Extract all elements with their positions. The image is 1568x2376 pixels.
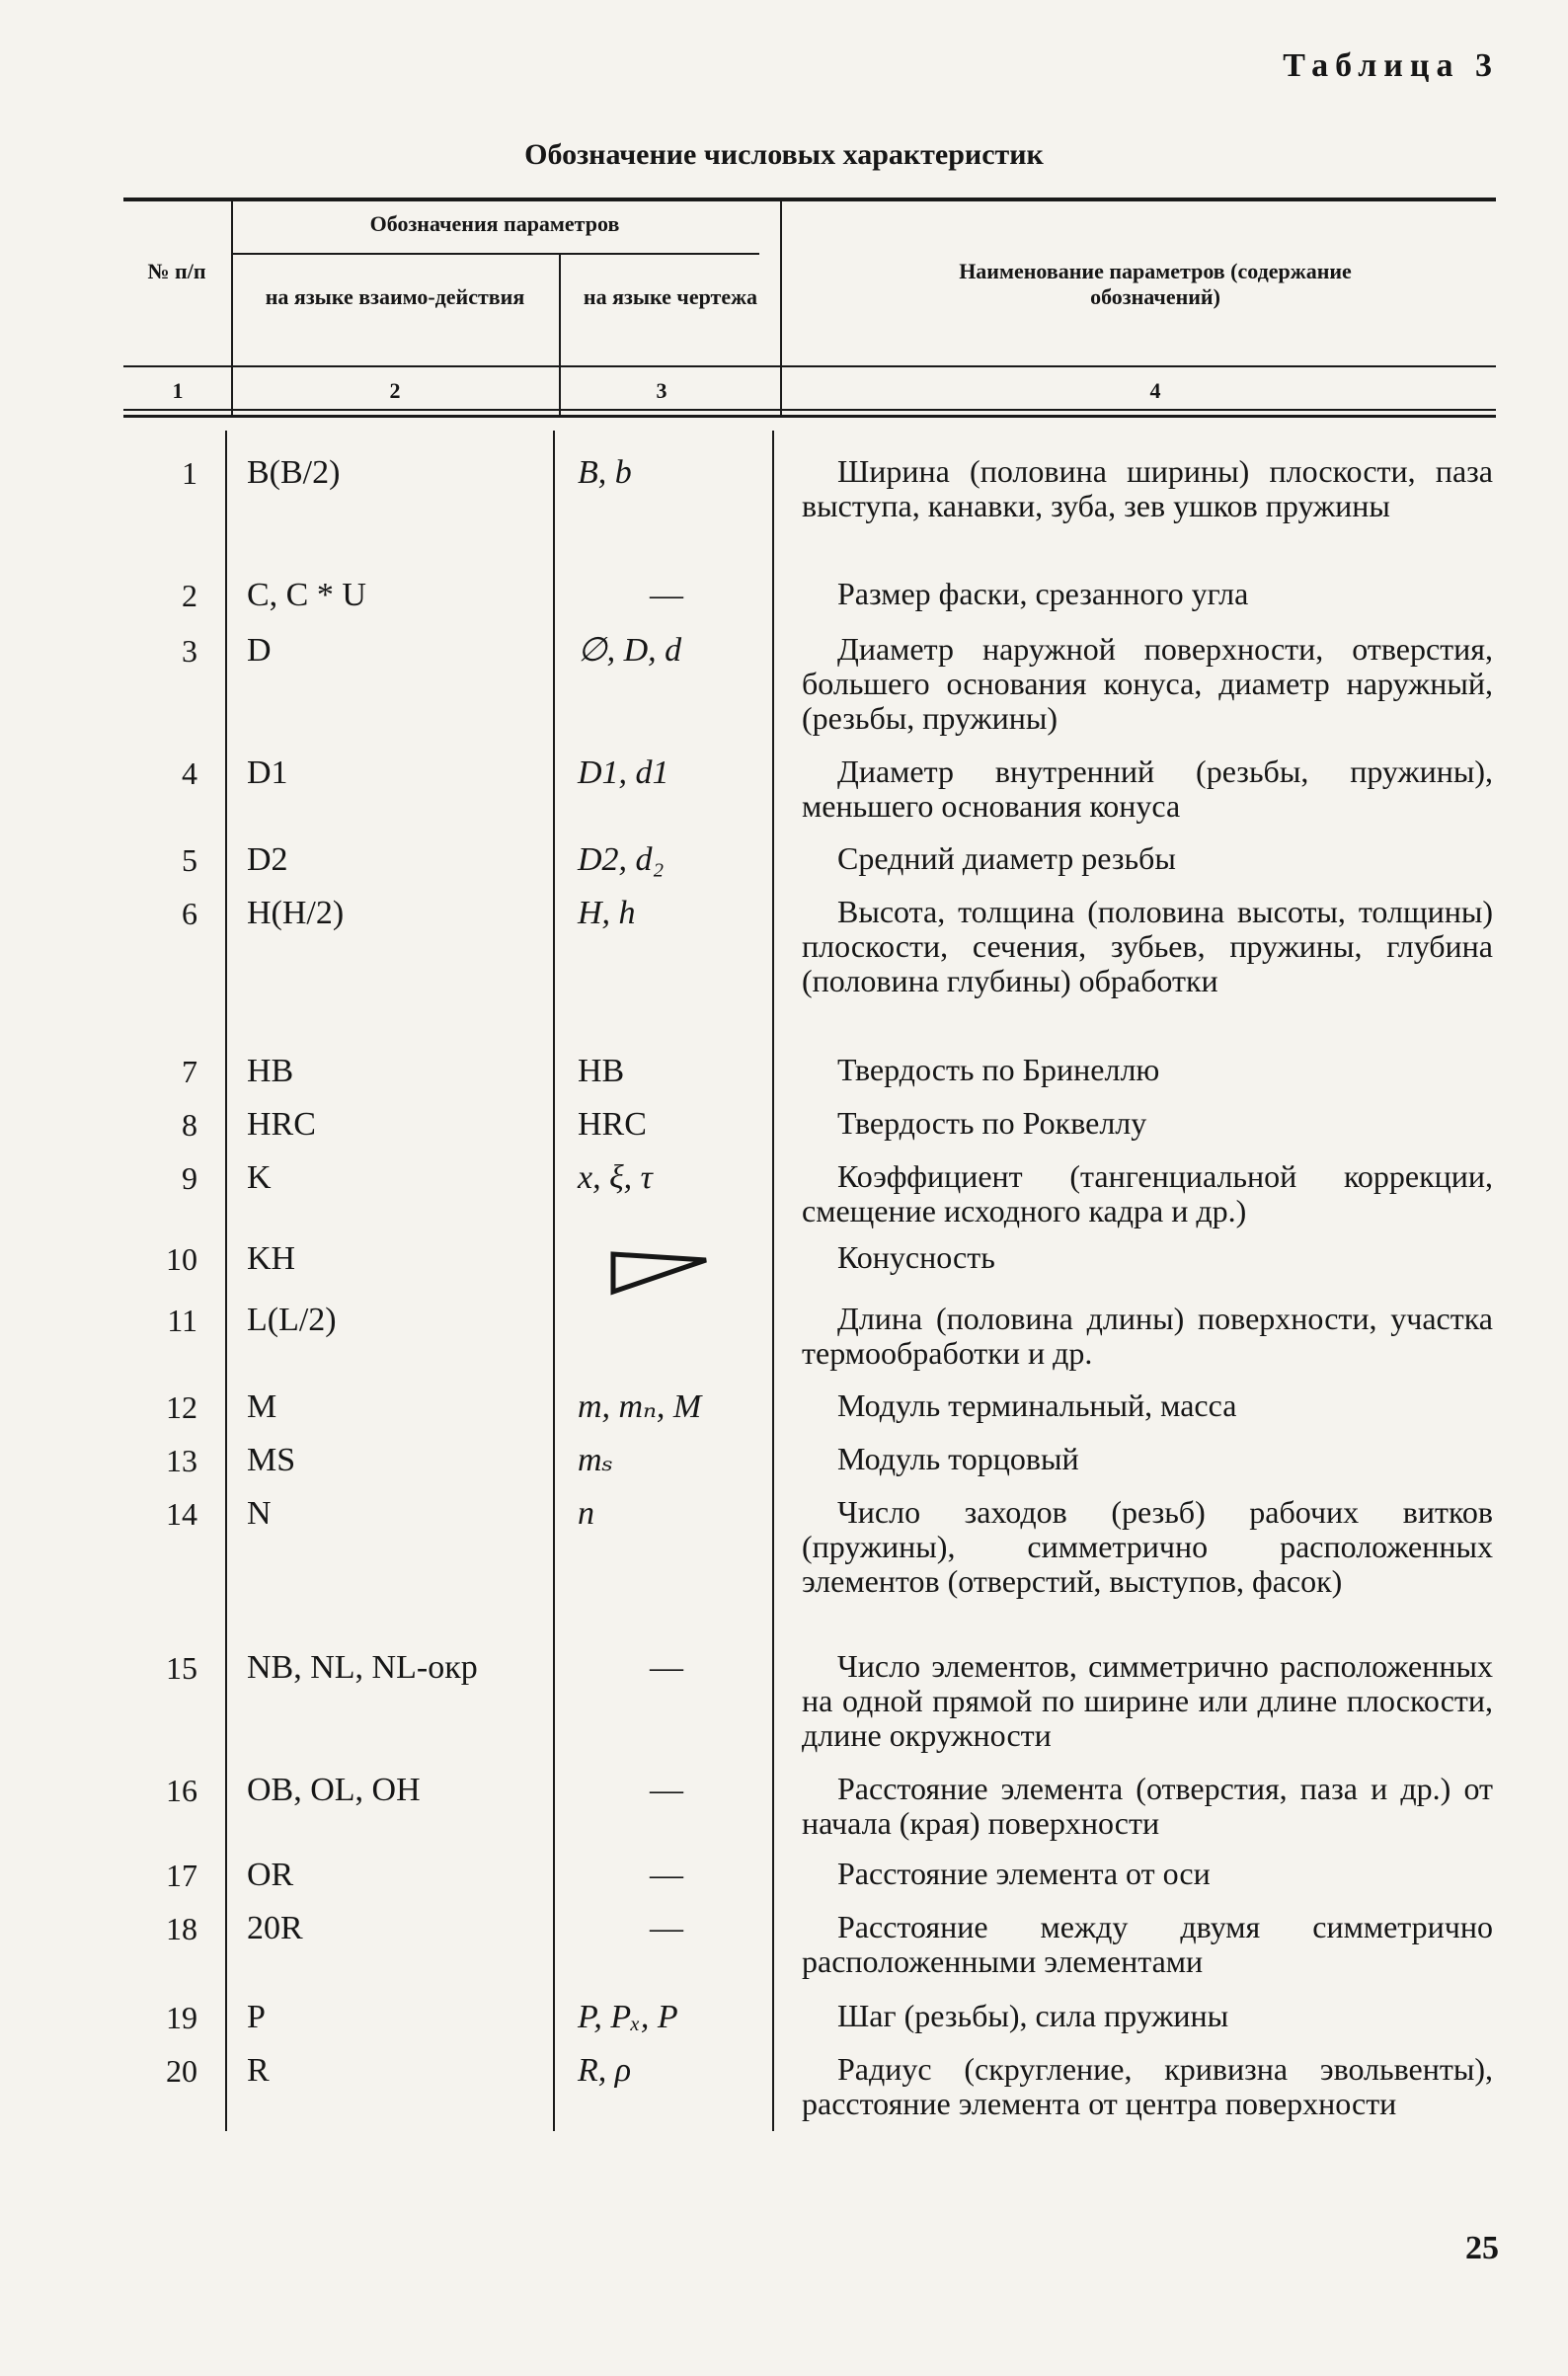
parameter-name: Ширина (половина ширины) плоскости, паза выступа, канавки, зуба, зев ушков пружины: [802, 453, 1493, 523]
drawing-symbol: x, ξ, τ: [578, 1159, 653, 1196]
drawing-symbol: D1, d1: [578, 754, 669, 791]
parameter-name: Твердость по Бринеллю: [837, 1052, 1160, 1087]
row-number: 7: [182, 1054, 197, 1089]
interaction-symbol: NB, NL, NL-окр: [247, 1649, 478, 1686]
row-number: 13: [166, 1443, 197, 1478]
header-colnum-2: 2: [389, 378, 401, 403]
interaction-symbol: K: [247, 1159, 272, 1196]
drawing-symbol: R, ρ: [578, 2052, 632, 2089]
colnum-rule-2: [123, 415, 1496, 418]
interaction-symbol: 20R: [247, 1910, 303, 1946]
interaction-symbol: P: [247, 1999, 266, 2035]
row-number: 1: [182, 455, 197, 491]
interaction-symbol: HB: [247, 1053, 294, 1089]
parameter-name: Число заходов (резьб) рабочих витков (пружины), симметрично расположенных элементов (отверстий, выступов, фасок): [802, 1494, 1493, 1599]
header-group: Обозначения параметров: [369, 211, 620, 236]
parameter-name: Диаметр наружной поверхности, отверстия, большего основания конуса, диаметр наружный, (резьбы, пружины): [802, 631, 1493, 736]
drawing-symbol: H, h: [578, 895, 636, 931]
parameter-name: Расстояние элемента (отверстия, паза и др.) от начала (края) поверхности: [802, 1771, 1493, 1841]
row-number: 9: [182, 1160, 197, 1196]
drawing-symbol: —: [650, 1910, 683, 1946]
parameter-name: Расстояние элемента от оси: [837, 1856, 1211, 1891]
interaction-symbol: D2: [247, 841, 288, 878]
group-header-rule: [231, 253, 759, 255]
header-name: Наименование параметров (содержание обозначений): [959, 259, 1352, 309]
drawing-symbol: HRC: [578, 1106, 647, 1143]
row-number: 17: [166, 1858, 197, 1893]
drawing-symbol: mₛ: [578, 1442, 614, 1478]
interaction-symbol: C, C * U: [247, 577, 366, 613]
top-rule: [123, 198, 1496, 201]
parameter-name: Радиус (скругление, кривизна эвольвенты), расстояние элемента от центра поверхности: [802, 2051, 1493, 2121]
header-bottom-rule: [123, 365, 1496, 367]
row-number: 14: [166, 1496, 197, 1532]
colnum-rule-1: [123, 409, 1496, 411]
parameter-name: Диаметр внутренний (резьбы, пружины), меньшего основания конуса: [802, 753, 1493, 824]
body-vrule-3: [772, 431, 774, 2131]
interaction-symbol: R: [247, 2052, 270, 2089]
row-number: 8: [182, 1107, 197, 1143]
header-interaction: на языке взаимо-действия: [265, 284, 525, 309]
page-number: 25: [1465, 2230, 1499, 2266]
taper-icon: [607, 1248, 716, 1298]
row-number: 18: [166, 1911, 197, 1946]
row-number: 11: [167, 1303, 197, 1338]
header-colnum-4: 4: [1149, 378, 1161, 403]
interaction-symbol: HRC: [247, 1106, 316, 1143]
row-number: 5: [182, 842, 197, 878]
header-vrule-3: [780, 201, 782, 415]
interaction-symbol: B(B/2): [247, 454, 341, 491]
body-vrule-1: [225, 431, 227, 2131]
row-number: 20: [166, 2053, 197, 2089]
row-number: 3: [182, 633, 197, 669]
row-number: 10: [166, 1241, 197, 1277]
parameter-name: Длина (половина длины) поверхности, участка термообработки и др.: [802, 1301, 1493, 1371]
header-vrule-2: [559, 255, 561, 415]
row-number: 12: [166, 1389, 197, 1425]
table-caption: Обозначение числовых характеристик: [524, 138, 1044, 171]
interaction-symbol: N: [247, 1495, 272, 1532]
interaction-symbol: D1: [247, 754, 288, 791]
parameter-name: Расстояние между двумя симметрично расположенными элементами: [802, 1909, 1493, 1979]
drawing-symbol: B, b: [578, 454, 632, 491]
parameter-name: Модуль торцовый: [837, 1441, 1079, 1476]
header-drawing: на языке чертежа: [583, 284, 758, 309]
parameter-name: Высота, толщина (половина высоты, толщины) плоскости, сечения, зубьев, пружины, глубина (половина глубины) обработки: [802, 894, 1493, 998]
interaction-symbol: MS: [247, 1442, 296, 1478]
parameter-name: Шаг (резьбы), сила пружины: [837, 1998, 1229, 2033]
interaction-symbol: KH: [247, 1240, 296, 1277]
parameter-name: Коэффициент (тангенциальной коррекции, смещение исходного кадра и др.): [802, 1158, 1493, 1228]
row-number: 2: [182, 578, 197, 613]
interaction-symbol: L(L/2): [247, 1302, 337, 1338]
header-num: № п/п: [147, 259, 206, 283]
drawing-symbol: —: [650, 1857, 683, 1893]
drawing-symbol: P, Pₓ, P: [578, 1999, 678, 2035]
row-number: 19: [166, 2000, 197, 2035]
drawing-symbol: —: [650, 1649, 683, 1686]
parameter-name: Число элементов, симметрично расположенных на одной прямой по ширине или длине плоскости, длине окружности: [802, 1648, 1493, 1753]
header-colnum-3: 3: [656, 378, 667, 403]
drawing-symbol: —: [650, 1772, 683, 1808]
parameter-name: Конусность: [837, 1239, 995, 1275]
drawing-symbol: ∅, D, d: [578, 632, 682, 669]
interaction-symbol: H(H/2): [247, 895, 345, 931]
parameter-name: Твердость по Роквеллу: [837, 1105, 1147, 1141]
row-number: 16: [166, 1773, 197, 1808]
drawing-symbol: D2, d₂: [578, 841, 665, 878]
drawing-symbol: —: [650, 577, 683, 613]
interaction-symbol: D: [247, 632, 272, 669]
interaction-symbol: OB, OL, OH: [247, 1772, 421, 1808]
table-label: Таблица 3: [1283, 47, 1499, 84]
interaction-symbol: OR: [247, 1857, 294, 1893]
drawing-symbol: HB: [578, 1053, 625, 1089]
parameter-name: Размер фаски, срезанного угла: [837, 576, 1249, 611]
drawing-symbol: m, mₙ, M: [578, 1388, 702, 1425]
row-number: 4: [182, 755, 197, 791]
drawing-symbol: n: [578, 1495, 594, 1532]
parameter-name: Средний диаметр резьбы: [837, 840, 1176, 876]
parameter-name: Модуль терминальный, масса: [837, 1387, 1237, 1423]
row-number: 15: [166, 1650, 197, 1686]
row-number: 6: [182, 896, 197, 931]
interaction-symbol: M: [247, 1388, 277, 1425]
body-vrule-2: [553, 431, 555, 2131]
header-colnum-1: 1: [172, 378, 184, 403]
